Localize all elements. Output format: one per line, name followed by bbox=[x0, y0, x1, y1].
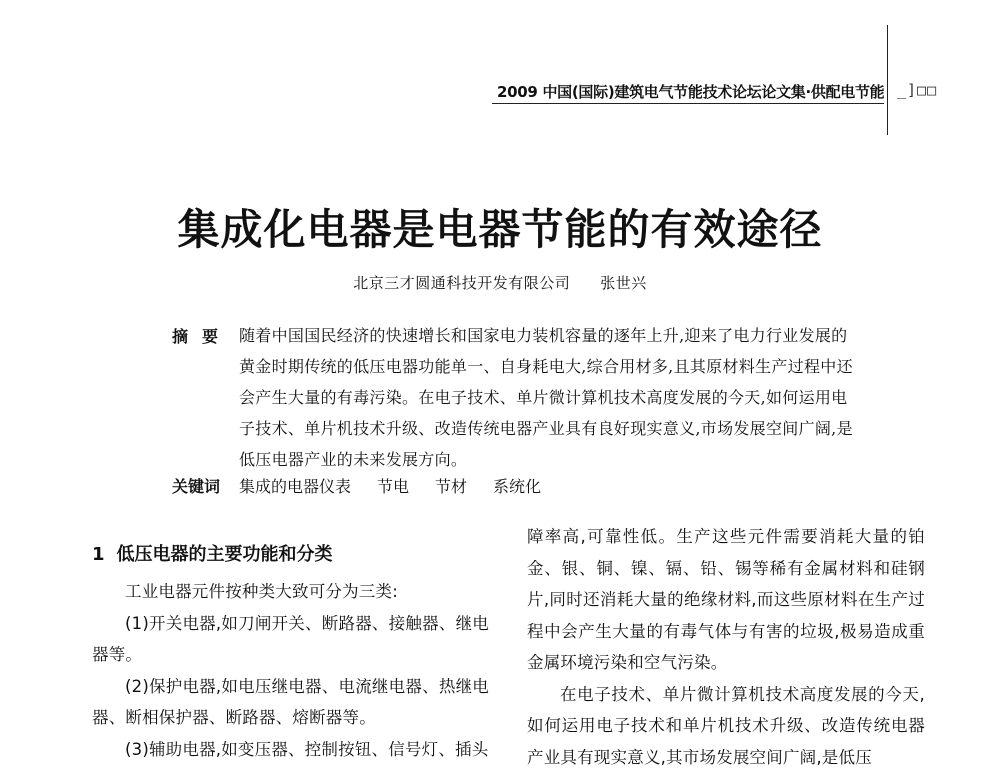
paragraph: 障率高,可靠性低。生产这些元件需要消耗大量的铂金、银、铜、镍、镉、铅、锡等稀有金属材料和硅钢片,同时还消耗大量的绝缘材料,而这些原材料在生产过程中会产生大量的有毒气体与有害的垃圾,极易造成重金属环境污染和空气污染。 bbox=[527, 521, 925, 679]
paragraph: (1)开关电器,如刀闸开关、断路器、接触器、继电器等。 bbox=[92, 608, 489, 671]
running-header: 2009 中国(国际)建筑电气节能技术论坛论文集·供配电节能 bbox=[497, 81, 884, 102]
right-column bbox=[527, 521, 925, 773]
keyword: 集成的电器仪表 bbox=[239, 477, 351, 496]
abstract-label: 摘要 bbox=[172, 324, 232, 347]
section-heading bbox=[92, 540, 333, 566]
abstract-text: 随着中国国民经济的快速增长和国家电力装机容量的逐年上升,迎来了电力行业发展的黄金时期传统的低压电器功能单一、自身耗电大,综合用材多,且其原材料生产过程中还会产生大量的有毒污染。在电子技术、单片微计算机技术高度发展的今天,如何运用电子技术、单片机技术升级、改造传统电器产业具有良好现实意义,市场发展空间广阔,是低压电器产业的未来发展方向。 bbox=[239, 320, 859, 475]
section-number: 1 bbox=[92, 544, 105, 565]
keywords-label: 关键词 bbox=[172, 474, 220, 497]
paragraph: (2)保护电器,如电压继电器、电流继电器、热继电器、断相保护器、断路器、熔断器等。 bbox=[92, 671, 489, 734]
keyword: 系统化 bbox=[493, 477, 541, 496]
author-organization: 北京三才圆通科技开发有限公司 bbox=[353, 274, 570, 292]
paper-title: 集成化电器是电器节能的有效途径 bbox=[0, 197, 1000, 257]
header-vertical-rule bbox=[887, 25, 888, 135]
author-name: 张世兴 bbox=[600, 274, 647, 292]
keyword: 节电 bbox=[377, 477, 409, 496]
page-number-mark: _]□□ bbox=[897, 81, 937, 99]
paragraph: (3)辅助电器,如变压器、控制按钮、信号灯、插头 bbox=[92, 734, 489, 766]
header-rule bbox=[492, 103, 884, 104]
keywords-list bbox=[239, 474, 567, 497]
paragraph: 在电子技术、单片微计算机技术高度发展的今天,如何运用电子技术和单片机技术升级、改造传统电器产业具有现实意义,其市场发展空间广阔,是低压 bbox=[527, 679, 925, 773]
section-title: 低压电器的主要功能和分类 bbox=[117, 544, 333, 565]
paragraph: 工业电器元件按种类大致可分为三类: bbox=[92, 576, 489, 608]
keyword: 节材 bbox=[435, 477, 467, 496]
left-column bbox=[92, 576, 489, 765]
author-line bbox=[0, 272, 1000, 293]
